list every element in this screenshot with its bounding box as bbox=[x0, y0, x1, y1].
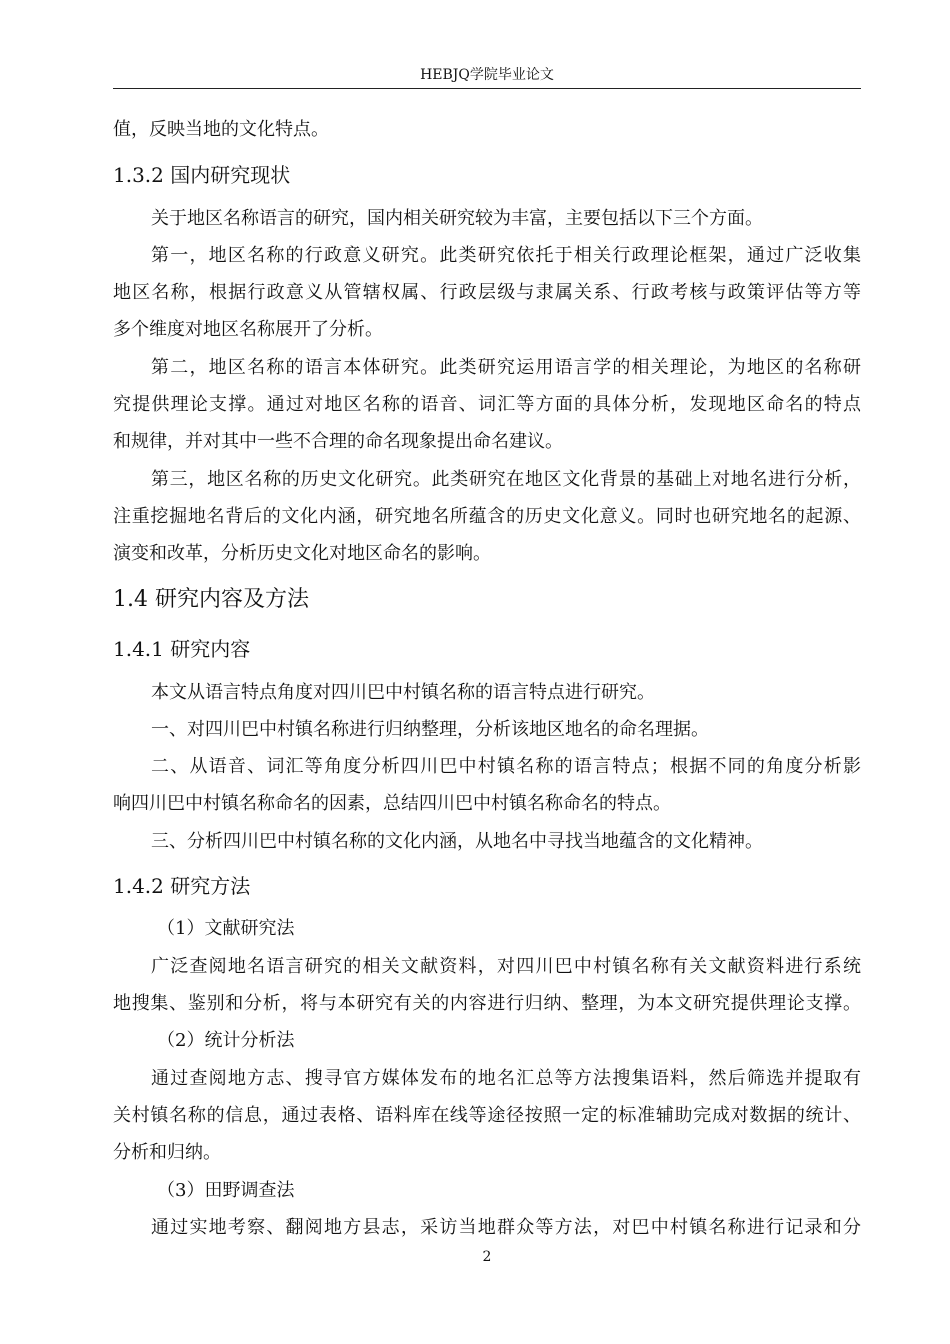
paragraph-line: 关于地区名称语言的研究，国内相关研究较为丰富，主要包括以下三个方面。 bbox=[151, 208, 763, 229]
page-header-rule bbox=[113, 88, 861, 89]
paragraph-line: 通过实地考察、翻阅地方县志，采访当地群众等方法，对巴中村镇名称进行记录和分 bbox=[151, 1217, 861, 1238]
paragraph-line: 地区名称，根据行政意义从管辖权属、行政层级与隶属关系、行政考核与政策评估等方等 bbox=[113, 282, 861, 303]
subsection-heading: 1.4.2 研究方法 bbox=[113, 874, 251, 898]
paragraph-line: （3）田野调查法 bbox=[157, 1180, 295, 1201]
paragraph-line: 响四川巴中村镇名称命名的因素，总结四川巴中村镇名称命名的特点。 bbox=[113, 793, 671, 814]
subsection-heading: 1.3.2 国内研究现状 bbox=[113, 163, 291, 187]
paragraph-line: 多个维度对地区名称展开了分析。 bbox=[113, 319, 383, 340]
paragraph-line: 广泛查阅地名语言研究的相关文献资料，对四川巴中村镇名称有关文献资料进行系统 bbox=[151, 956, 861, 977]
paragraph-line: （2）统计分析法 bbox=[157, 1030, 295, 1051]
paragraph-line: 本文从语言特点角度对四川巴中村镇名称的语言特点进行研究。 bbox=[151, 682, 655, 703]
paragraph-line: 分析和归纳。 bbox=[113, 1142, 221, 1163]
page-header-title: HEBJQ学院毕业论文 bbox=[420, 67, 554, 83]
paragraph-line: 地搜集、鉴别和分析，将与本研究有关的内容进行归纳、整理，为本文研究提供理论支撑。 bbox=[113, 993, 861, 1014]
page-number: 2 bbox=[482, 1249, 492, 1265]
section-heading: 1.4 研究内容及方法 bbox=[113, 587, 309, 612]
paragraph-line: 关村镇名称的信息，通过表格、语料库在线等途径按照一定的标准辅助完成对数据的统计、 bbox=[113, 1105, 861, 1126]
paragraph-line: 究提供理论支撑。通过对地区名称的语音、词汇等方面的具体分析，发现地区命名的特点 bbox=[113, 394, 861, 415]
paragraph-line: 三、分析四川巴中村镇名称的文化内涵，从地名中寻找当地蕴含的文化精神。 bbox=[151, 831, 763, 852]
paragraph-line: 演变和改革，分析历史文化对地区命名的影响。 bbox=[113, 543, 491, 564]
paragraph-line: 第三，地区名称的历史文化研究。此类研究在地区文化背景的基础上对地名进行分析， bbox=[151, 469, 861, 490]
paragraph-line: 通过查阅地方志、搜寻官方媒体发布的地名汇总等方法搜集语料，然后筛选并提取有 bbox=[151, 1068, 861, 1089]
paragraph-line: 二、从语音、词汇等角度分析四川巴中村镇名称的语言特点；根据不同的角度分析影 bbox=[151, 756, 861, 777]
paragraph-line: 注重挖掘地名背后的文化内涵，研究地名所蕴含的历史文化意义。同时也研究地名的起源、 bbox=[113, 506, 861, 527]
paragraph-line: 第一，地区名称的行政意义研究。此类研究依托于相关行政理论框架，通过广泛收集 bbox=[151, 245, 861, 266]
paragraph-line: 第二，地区名称的语言本体研究。此类研究运用语言学的相关理论，为地区的名称研 bbox=[151, 357, 861, 378]
paragraph-line: 值，反映当地的文化特点。 bbox=[113, 119, 329, 140]
paragraph-line: （1）文献研究法 bbox=[157, 918, 295, 939]
subsection-heading: 1.4.1 研究内容 bbox=[113, 637, 251, 661]
paragraph-line: 和规律，并对其中一些不合理的命名现象提出命名建议。 bbox=[113, 431, 563, 452]
paragraph-line: 一、对四川巴中村镇名称进行归纳整理，分析该地区地名的命名理据。 bbox=[151, 719, 709, 740]
